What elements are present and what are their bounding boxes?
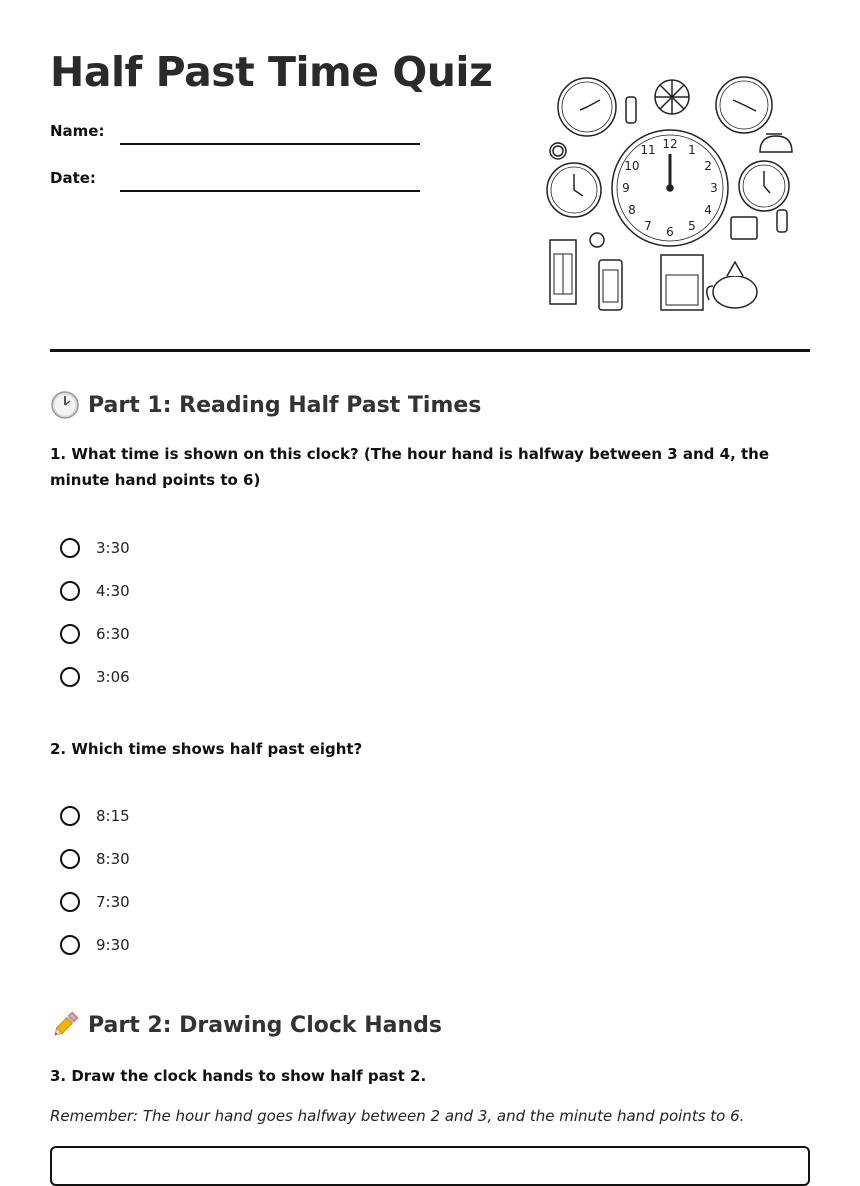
clock-numeral: 1 — [688, 142, 696, 157]
clock-numeral: 8 — [628, 203, 636, 217]
question-1-option-c[interactable] — [60, 621, 130, 647]
clock-icon — [50, 390, 80, 420]
clock-numeral: 12 — [662, 137, 678, 151]
radio-button[interactable] — [60, 624, 80, 644]
option-label: 8:15 — [96, 807, 130, 825]
part2-title-text: Part 2: Drawing Clock Hands — [88, 1012, 442, 1038]
header-divider — [50, 349, 810, 352]
question-1-text: 1. What time is shown on this clock? (The hour hand is halfway between 3 and 4, the minute hand points to 6) — [50, 445, 770, 489]
hint-text: Remember: The hour hand goes halfway between 2 and 3, and the minute hand points to 6. — [50, 1107, 745, 1125]
radio-button[interactable] — [60, 538, 80, 558]
option-label: 8:30 — [96, 850, 130, 868]
radio-button[interactable] — [60, 892, 80, 912]
question-1-option-d[interactable] — [60, 664, 130, 690]
question-1-option-a[interactable] — [60, 535, 130, 561]
option-label: 4:30 — [96, 582, 130, 600]
option-label: 3:06 — [96, 668, 130, 686]
clocks-illustration-icon — [544, 72, 794, 317]
part1-title — [50, 390, 481, 420]
option-label: 6:30 — [96, 625, 130, 643]
clock-numeral: 7 — [644, 219, 652, 234]
question-2-option-c[interactable] — [60, 889, 130, 915]
clock-numeral: 9 — [622, 181, 630, 195]
clock-numeral: 3 — [710, 181, 718, 195]
part1-title-text: Part 1: Reading Half Past Times — [88, 392, 482, 418]
question-1-option-b[interactable] — [60, 578, 130, 604]
name-label: Name: — [50, 122, 105, 140]
clock-drawing-area[interactable] — [50, 1146, 810, 1186]
page-title: Half Past Time Quiz — [50, 48, 493, 96]
question-2-option-d[interactable] — [60, 932, 130, 958]
clock-numeral: 10 — [624, 159, 640, 173]
question-2-option-a[interactable] — [60, 803, 130, 829]
option-label: 7:30 — [96, 893, 130, 911]
date-field[interactable] — [120, 190, 420, 192]
radio-button[interactable] — [60, 849, 80, 869]
clock-numeral: 4 — [704, 203, 712, 217]
radio-button[interactable] — [60, 667, 80, 687]
name-field[interactable] — [120, 143, 420, 145]
radio-button[interactable] — [60, 935, 80, 955]
pencil-icon — [50, 1010, 80, 1040]
radio-button[interactable] — [60, 581, 80, 601]
question-2-option-b[interactable] — [60, 846, 130, 872]
option-label: 3:30 — [96, 539, 130, 557]
clock-numeral: 11 — [640, 142, 656, 157]
question-3-text: 3. Draw the clock hands to show half past 2. — [50, 1067, 427, 1085]
radio-button[interactable] — [60, 806, 80, 826]
part2-title — [50, 1010, 442, 1040]
clock-numeral: 6 — [666, 225, 674, 239]
clock-numeral: 5 — [688, 219, 696, 234]
clock-numeral: 2 — [704, 159, 712, 173]
option-label: 9:30 — [96, 936, 130, 954]
date-label: Date: — [50, 169, 96, 187]
question-2-text: 2. Which time shows half past eight? — [50, 740, 363, 758]
